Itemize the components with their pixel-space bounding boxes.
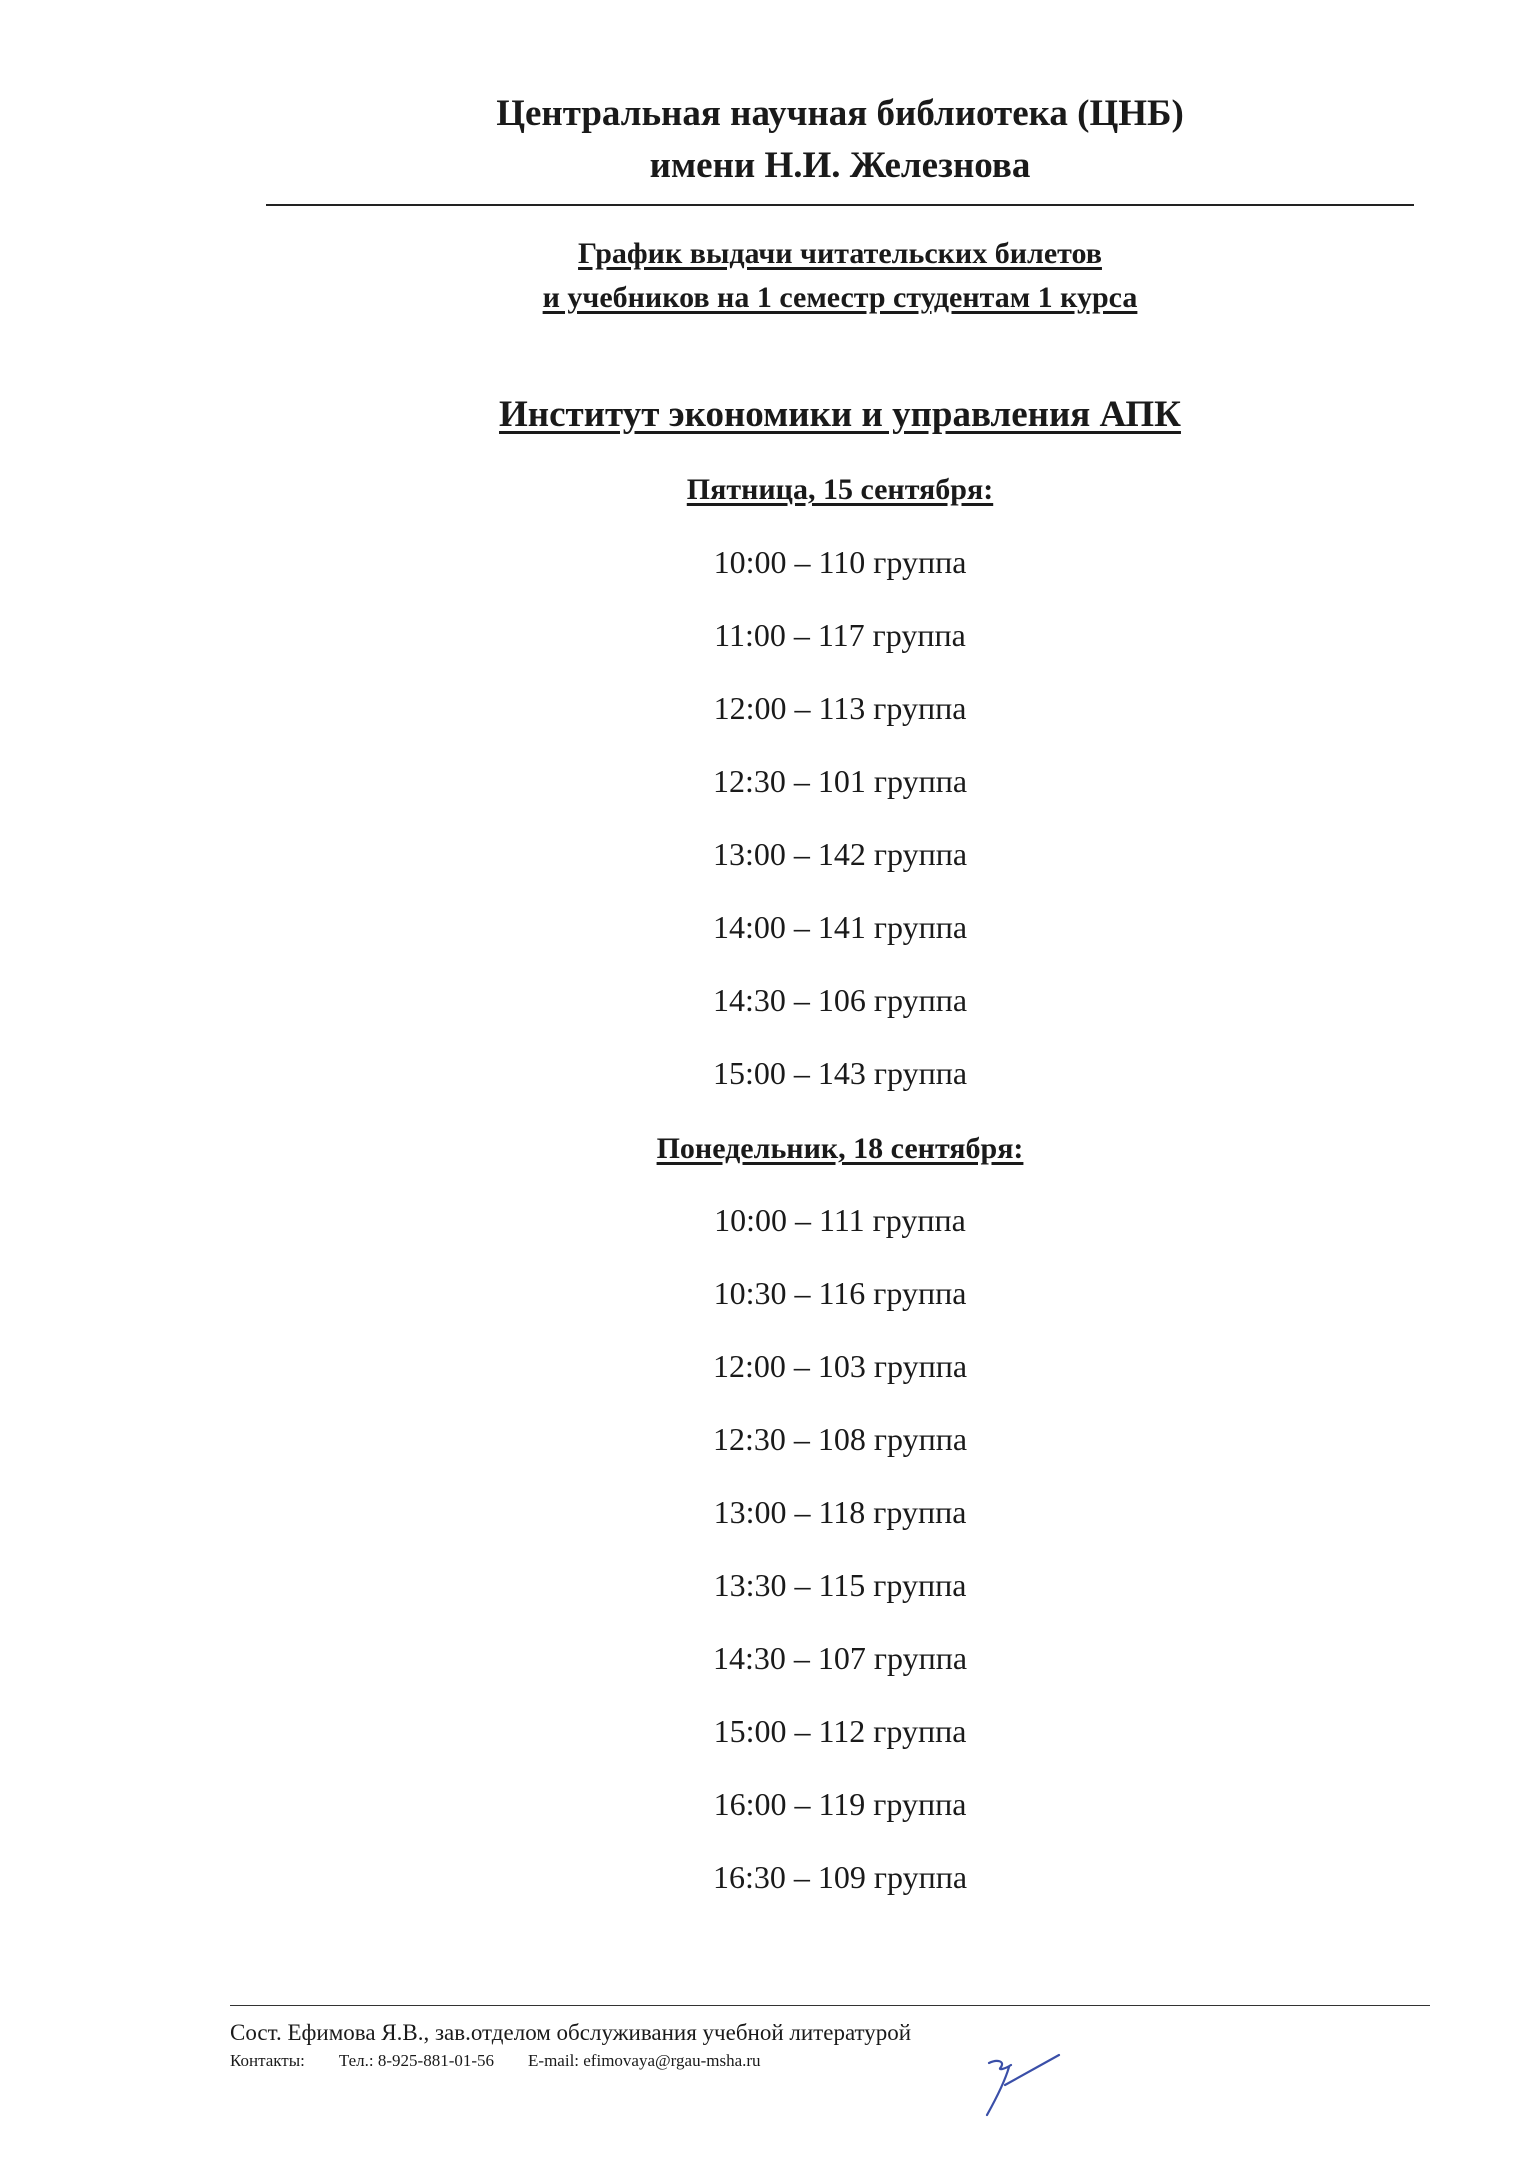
schedule-slot: 16:00 – 119 группа — [713, 1786, 967, 1822]
schedule-slot: 13:00 – 142 группа — [712, 836, 968, 872]
schedule-slot: 10:30 – 116 группа — [713, 1275, 967, 1311]
schedule-slot: 10:00 – 111 группа — [714, 1202, 966, 1238]
library-dedication: имени Н.И. Железнова — [649, 145, 1031, 186]
phone-number: Тел.: 8-925-881-01-56 — [338, 2051, 495, 2070]
schedule-slot: 14:30 – 107 группа — [712, 1640, 968, 1676]
contact-info — [230, 2049, 761, 2073]
institute-name: Институт экономики и управления АПК — [499, 394, 1181, 435]
contacts-label: Контакты: — [230, 2051, 305, 2070]
schedule-slot: 14:00 – 141 группа — [712, 909, 968, 945]
schedule-slot: 10:00 – 110 группа — [713, 544, 967, 580]
library-header — [266, 88, 1414, 192]
library-name: Центральная научная библиотека (ЦНБ) — [496, 93, 1184, 134]
day-heading-friday: Пятница, 15 сентября: — [686, 473, 994, 506]
schedule-slot: 13:00 – 118 группа — [713, 1494, 967, 1530]
schedule-slot: 12:30 – 101 группа — [712, 763, 968, 799]
schedule-title-line-2: и учебников на 1 семестр студентам 1 курса — [542, 281, 1138, 314]
day-heading-monday: Понедельник, 18 сентября: — [656, 1132, 1024, 1165]
compiler-info: Сост. Ефимова Я.В., зав.отделом обслуживания учебной литературой — [230, 2020, 912, 2045]
schedule-title-line-1: График выдачи читательских билетов — [578, 237, 1102, 270]
schedule-slot: 11:00 – 117 группа — [714, 617, 966, 653]
schedule-slot: 15:00 – 143 группа — [712, 1055, 968, 1091]
footer-divider — [230, 2005, 1430, 2006]
schedule-slot: 16:30 – 109 группа — [712, 1859, 968, 1895]
schedule-slot: 12:00 – 103 группа — [712, 1348, 968, 1384]
handwritten-signature — [975, 2045, 1065, 2135]
schedule-slot: 15:00 – 112 группа — [713, 1713, 967, 1749]
header-divider — [266, 204, 1414, 206]
schedule-slot: 13:30 – 115 группа — [713, 1567, 967, 1603]
schedule-title — [266, 232, 1414, 320]
email-address: E-mail: efimovaya@rgau-msha.ru — [528, 2051, 761, 2070]
schedule-slot: 14:30 – 106 группа — [712, 982, 968, 1018]
schedule-slot: 12:00 – 113 группа — [713, 690, 967, 726]
schedule-slot: 12:30 – 108 группа — [712, 1421, 968, 1457]
